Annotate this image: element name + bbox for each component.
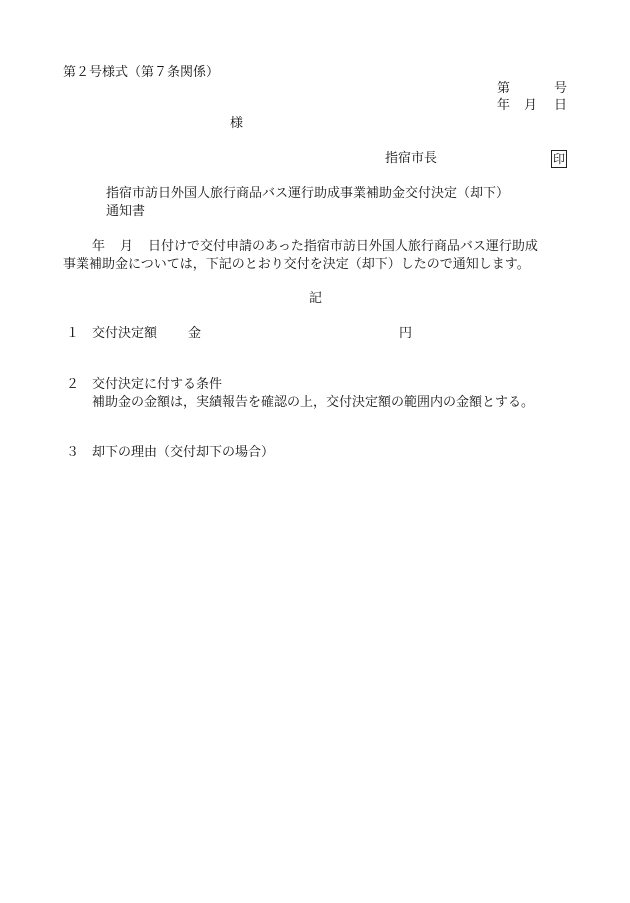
body-month: 月 — [120, 239, 134, 254]
item-1-yen: 円 — [399, 326, 413, 341]
item-2-label: 交付決定に付する条件 — [92, 377, 223, 392]
date-year: 年 — [497, 98, 511, 113]
item-1-number: １ — [66, 326, 80, 341]
date-day: 日 — [554, 98, 568, 113]
doc-number-suffix: 号 — [554, 81, 568, 96]
item-1-kin: 金 — [188, 326, 202, 341]
form-label: 第２号様式（第７条関係） — [63, 65, 220, 80]
item-2-number: ２ — [66, 377, 80, 392]
title-line-1: 指宿市訪日外国人旅行商品バス運行助成事業補助金交付決定（却下） — [106, 186, 510, 201]
body-line-2: 事業補助金については，下記のとおり交付を決定（却下）したので通知します。 — [63, 257, 530, 272]
item-3-number: ３ — [66, 445, 80, 460]
seal-box: 印 — [552, 152, 565, 166]
doc-number-prefix: 第 — [497, 81, 511, 96]
item-1-label: 交付決定額 — [92, 326, 158, 341]
issuer-name: 指宿市長 — [385, 151, 438, 166]
body-year: 年 — [92, 239, 106, 254]
ki-heading: 記 — [309, 291, 323, 306]
body-line-1: 日付けで交付申請のあった指宿市訪日外国人旅行商品バス運行助成 — [148, 239, 538, 254]
addressee-suffix: 様 — [230, 116, 244, 131]
date-month: 月 — [524, 98, 538, 113]
item-2-detail: 補助金の金額は，実績報告を確認の上，交付決定額の範囲内の金額とする。 — [92, 395, 535, 410]
item-3-label: 却下の理由（交付却下の場合） — [92, 445, 275, 460]
title-line-2: 通知書 — [106, 204, 146, 219]
